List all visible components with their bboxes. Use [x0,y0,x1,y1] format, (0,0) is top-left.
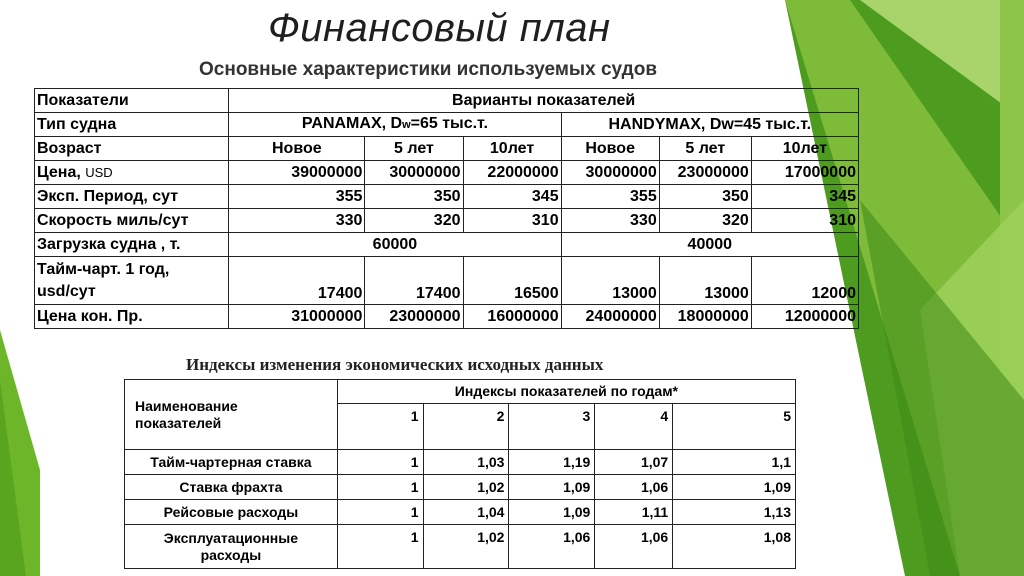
table-row [35,209,859,233]
table-cell: 1,19 [509,450,595,475]
header-variants: Варианты показателей [229,89,859,113]
table-cell: 1,06 [595,475,673,500]
table-cell: 320 [659,209,751,233]
header-indicators: Показатели [35,89,229,113]
row-label: Возраст [35,137,229,161]
table-row [35,137,859,161]
table-cell: 345 [751,185,858,209]
row-label: Тип судна [35,113,229,137]
table-cell: 1,09 [509,475,595,500]
table-cell: 1 [337,500,423,525]
table-cell: 330 [561,209,659,233]
table-cell: 23000000 [659,161,751,185]
years-header: Индексы показателей по годам* [337,380,795,404]
row-label [125,525,338,569]
table-cell: 31000000 [229,305,365,329]
table-cell: 1 [337,475,423,500]
row-label: Эксп. Период, сут [35,185,229,209]
table-cell: 17400 [365,257,463,305]
panamax-type [229,113,561,137]
table-cell: 355 [229,185,365,209]
price-unit: USD [85,164,113,180]
table-row [125,450,796,475]
table-row [35,89,859,113]
table-cell: 1,02 [423,475,509,500]
table-cell: 1,09 [509,500,595,525]
table-cell: 16500 [463,257,561,305]
year-header: 4 [595,404,673,450]
table-cell: 5 лет [659,137,751,161]
table-cell: 1 [337,525,423,569]
panamax-prefix: PANAMAX, D [301,115,403,132]
table-cell: 13000 [659,257,751,305]
table-cell: 1,09 [673,475,796,500]
table-cell: 310 [463,209,561,233]
table-cell: 10лет [463,137,561,161]
page-title: Финансовый план [268,6,611,50]
table-cell: 13000 [561,257,659,305]
table-cell: Новое [561,137,659,161]
year-header: 5 [673,404,796,450]
table-cell: 60000 [229,233,561,257]
table-cell: 350 [659,185,751,209]
table-row [35,161,859,185]
table-cell: 1,02 [423,525,509,569]
table-cell: 23000000 [365,305,463,329]
row-label-line1: Эксплуатационные [163,529,298,546]
table-cell: 1,11 [595,500,673,525]
index-table-title: Индексы изменения экономических исходных данных [186,355,604,374]
row-label [35,257,229,305]
row-label: Загрузка судна , т. [35,233,229,257]
table-cell: 18000000 [659,305,751,329]
table-cell: 39000000 [229,161,365,185]
tc-label-line2: usd/сут [37,282,96,300]
table-row [35,185,859,209]
table-cell: 1 [337,450,423,475]
year-header: 3 [509,404,595,450]
table-row [35,305,859,329]
table-row [125,500,796,525]
row-label: Рейсовые расходы [125,500,338,525]
table-cell: 1,08 [673,525,796,569]
table-row [125,475,796,500]
panamax-suffix: =65 тыс.т. [410,115,488,132]
table-cell: 355 [561,185,659,209]
table-cell: 330 [229,209,365,233]
year-header: 1 [337,404,423,450]
table-cell: 16000000 [463,305,561,329]
table-cell: 1,06 [509,525,595,569]
panamax-sub: w [402,119,411,131]
price-label: Цена, [37,163,86,181]
year-header: 2 [423,404,509,450]
table-cell: 5 лет [365,137,463,161]
table-cell: 40000 [561,233,858,257]
table-row [35,233,859,257]
table-cell: 1,1 [673,450,796,475]
table-cell: 1,07 [595,450,673,475]
tc-label-line1: Тайм-чарт. 1 год, [37,260,170,278]
table-cell: 1,04 [423,500,509,525]
row-label: Цена кон. Пр. [35,305,229,329]
table-cell: 345 [463,185,561,209]
table-cell: 30000000 [365,161,463,185]
row-label: Ставка фрахта [125,475,338,500]
table-cell: 350 [365,185,463,209]
table-cell: 17000000 [751,161,858,185]
table-cell: Новое [229,137,365,161]
handymax-type: HANDYMAX, Dw=45 тыс.т. [561,113,858,137]
page-subtitle: Основные характеристики используемых судов [199,59,657,80]
table-cell: 12000 [751,257,858,305]
name-header-line2: показателей [135,414,222,431]
table-cell: 1,13 [673,500,796,525]
table-row [35,113,859,137]
table-cell: 310 [751,209,858,233]
row-label [35,161,229,185]
name-header-line1: Наименование [135,397,238,414]
table-cell: 320 [365,209,463,233]
table-cell: 17400 [229,257,365,305]
table-cell: 12000000 [751,305,858,329]
row-label: Тайм-чартерная ставка [125,450,338,475]
table-row [35,257,859,305]
index-table [124,379,796,569]
table-row [125,380,796,404]
table-cell: 24000000 [561,305,659,329]
ships-characteristics-table [34,88,859,329]
table-cell: 22000000 [463,161,561,185]
table-cell: 10лет [751,137,858,161]
row-label-line2: расходы [200,546,262,563]
table-cell: 1,03 [423,450,509,475]
table-row [125,525,796,569]
name-header [125,380,338,450]
row-label: Скорость миль/сут [35,209,229,233]
table-cell: 30000000 [561,161,659,185]
table-cell: 1,06 [595,525,673,569]
